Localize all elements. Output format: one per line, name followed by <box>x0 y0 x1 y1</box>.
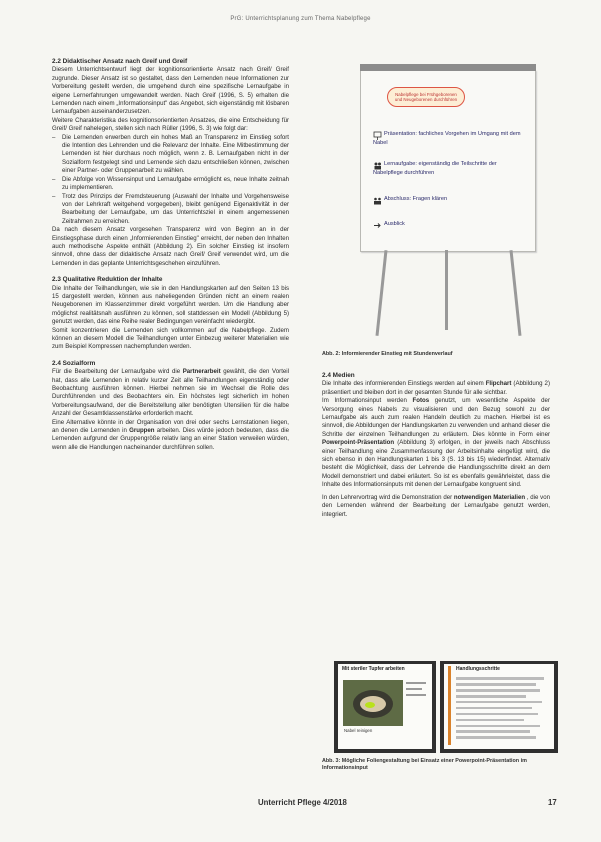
slides-figure <box>322 661 558 757</box>
paragraph: Die Inhalte des informierenden Einstiegs werden auf einem Flipchart (Abbildung 2) präsentiert und bleiben dort in der gesamten Stunde für alle sichtbar. <box>322 380 550 396</box>
section-heading-reduction: 2.3 Qualitative Reduktion der Inhalte <box>52 276 163 284</box>
flipchart-item: Abschluss: Fragen klären <box>373 196 523 205</box>
flipchart-item: Ausblick <box>373 221 523 230</box>
slide-preview-right <box>440 661 558 753</box>
page-number: 17 <box>548 798 557 807</box>
paragraph: Für die Bearbeitung der Lernaufgabe wird die Partnerarbeit gewählt, die den Vorteil hat, dass alle Lernenden in relativ kurzer Zeit alle Teilhandlungen eigenständig oder Beobachtung ausführen können. Hierbei nehmen sie im Wechsel die Rolle des Durchführenden und des Beobachters ein. Ein höchstes legt sicherlich im hohen Vorbereitungsaufwand, der die Bereitstellung aller benötigten Utensilien für die halbe Anzahl der Gesamtklassenstärke erforderlich macht. <box>52 368 289 418</box>
section-heading-didactic: 2.2 Didaktischer Ansatz nach Greif und Greif <box>52 58 188 65</box>
right-column <box>322 372 550 519</box>
slide-accent-bar <box>448 666 451 745</box>
paragraph: Da nach diesem Ansatz vorgesehen Transparenz wird von Beginn an in der Einstiegsphase durch einen „Informierenden Einstieg" erreicht, der neben den Inhalten auch methodische Aspekte enthält (Abbildung 2). Ein solcher Einstieg ist insofern sinnvoll, ohne dass der didaktische Ansatz nach Greif/ Greif verwendet wird, um die Lernenden in das geplante Unterrichtsgeschehen einzuführen. <box>52 226 289 267</box>
slide-photo <box>343 680 403 726</box>
slide-preview-left <box>334 661 436 753</box>
flipchart-item: Präsentation: fachliches Vorgehen im Umgang mit dem Nabel <box>373 131 521 146</box>
paragraph: Somit konzentrieren die Lernenden sich vollkommen auf die Nabelpflege. Zudem können an diesem Modell die Teilhandlungen unter Einbezug weiterer Materialien wie zum Beispiel Kompressen nachempfunden werden. <box>52 326 289 351</box>
slide-title: Mit steriler Tupfer arbeiten <box>342 666 405 672</box>
figure-caption: Abb. 2: Informierender Einstieg mit Stundenverlauf <box>322 351 453 357</box>
flipchart-board <box>360 70 536 252</box>
bullet-item: – Die Lernenden erwerben durch ein hohes Maß an Transparenz im Einstieg sofort die Intention des Lehrenden und die Relevanz der Inhalte. Eine Mitbestimmung der Lernenden ist hier durchaus noch möglich, wenn z. B. Lernaufgaben nicht in der Sozialform festgelegt sind und Lernende sich dazu entschließen können, zwischen einer Partner- oder Gruppenarbeit zu wählen. <box>52 134 289 176</box>
running-head: PrG: Unterrichtsplanung zum Thema Nabelpflege <box>230 16 371 22</box>
flipchart-figure <box>340 64 540 349</box>
figure-caption: Abb. 3: Mögliche Foliengestaltung bei Einsatz einer Powerpoint-Präsentation im Informationsinput <box>322 758 527 771</box>
paragraph: Weitere Charakteristika des kognitionsorientierten Ansatzes, die eine Entscheidung für Greif/ Greif nahelegen, stellen sich nach Rüller (1996, S. 3) wie folgt dar: <box>52 116 289 133</box>
people-icon <box>373 196 382 205</box>
bullet-item: – Die Abfolge von Wissensinput und Lernaufgabe ermöglicht es, neue Inhalte zeitnah zu implementieren. <box>52 176 289 193</box>
flipchart-leg <box>510 250 522 336</box>
paragraph: Diesem Unterrichtsentwurf liegt der kognitionsorientierte Ansatz nach Greif/ Greif zugrunde. Dieser Ansatz ist so gestaltet, dass den Lernenden neue Informationen zur Vorbereitung gestellt werden, die umgehend durch eine spezifische Lernaufgabe in eigene Lernerfahrungen umgewandelt werden. Nach Greif (1996, S. 5) erhalten die Lernenden nach einem „Informationsinput" das Angebot, sich eigenständig mit lösbaren Lernaufgaben auseinanderzusetzen. <box>52 66 289 116</box>
flipchart-clip <box>360 64 536 71</box>
section-heading-media: 2.4 Medien <box>322 372 355 379</box>
paragraph: Die Inhalte der Teilhandlungen, wie sie in den Handlungskarten auf den Seiten 13 bis 15 dargestellt werden, können aus naheliegenden Gründen nicht an einem realen Neugeborenen im Klassenzimmer direkt vorgeführt werden. Um die Handlung aber möglichst realitätsnah ausführen zu können, soll stattdessen ein Modell (Abbildung 5) genutzt werden, das eine Reihe realer Bedingungen vereinfacht wiedergibt. <box>52 284 289 326</box>
footer-magazine: Unterricht Pflege 4/2018 <box>258 798 347 807</box>
people-icon <box>373 161 382 170</box>
presentation-icon <box>373 131 382 140</box>
slide-title: Handlungsschritte <box>456 666 500 672</box>
bullet-item: – Trotz des Prinzips der Fremdsteuerung (Auswahl der Inhalte und Vorgehensweise von der Lehrkraft weitgehend vorgegeben), bleibt genügend Eigenaktivität in der Bearbeitung der Lernaufgabe, um das Unterrichtsziel in einem angemessenen Zeitrahmen zu erreichen. <box>52 193 289 227</box>
arrow-icon <box>373 221 382 230</box>
flipchart-item: Lernaufgabe: eigenständig die Teilschritte der Nabelpflege durchführen <box>373 161 497 176</box>
section-heading-social-form: 2.4 Sozialform <box>52 359 96 367</box>
left-column <box>52 58 289 452</box>
paragraph: In den Lehrervortrag wird die Demonstration der notwendigen Materialien , die von den Lernenden während der Bearbeitung der Lernaufgabe genutzt werden, integriert. <box>322 493 550 518</box>
flipchart-title: Nabelpflege bei Frühgeborenen und Neugeborenen durchführen <box>387 87 465 107</box>
slide-text-lines <box>406 682 428 700</box>
flipchart-leg <box>376 250 388 336</box>
paragraph: Eine Alternative könnte in der Organisation von drei oder sechs Lernstationen liegen, an denen die Lernenden in Gruppen arbeiten. Dies würde jedoch bedeuten, dass die Lernenden aufgrund der Gruppengröße relativ lang an einer Station verweilen würden, wenn alle die Handlungen nacheinander durchführen sollen. <box>52 418 289 451</box>
paragraph: Im Informationsinput werden Fotos genutzt, um wesentliche Aspekte der Versorgung eines Nabels zu visualisieren und den Bezug sowohl zu der Lernaufgabe als auch zum realen Handeln deutlich zu machen. Hierbei ist es sinnvoll, die Abbildungen der Handlungskarten zu verwenden und anhand dieser die Schritte der einzelnen Teilhandlungen zu erläutern. Dies könnte in Form einer Powerpoint-Präsentation (Abbildung 3) erfolgen, in der jeweils nach Abschluss einer Teilhandlung eine Zusammenfassung der Arbeitsinhalte eingefügt wird, die sich ebenso in den Handlungskarten 1 bis 3 (S. 13 bis 15) wiederfindet. Alternativ besteht die Möglichkeit, dass der Lehrende die Handlungsschritte direkt an dem Modell demonstriert und dabei erläutert. So ist es ebenfalls gewährleistet, dass die Inhalte des Informationsinputs mit denen der Lernaufgabe kongruent sind. <box>322 397 550 489</box>
photo-label: Nabel reinigen <box>344 728 373 733</box>
bullet-list <box>52 134 289 226</box>
flipchart-leg <box>445 250 448 330</box>
